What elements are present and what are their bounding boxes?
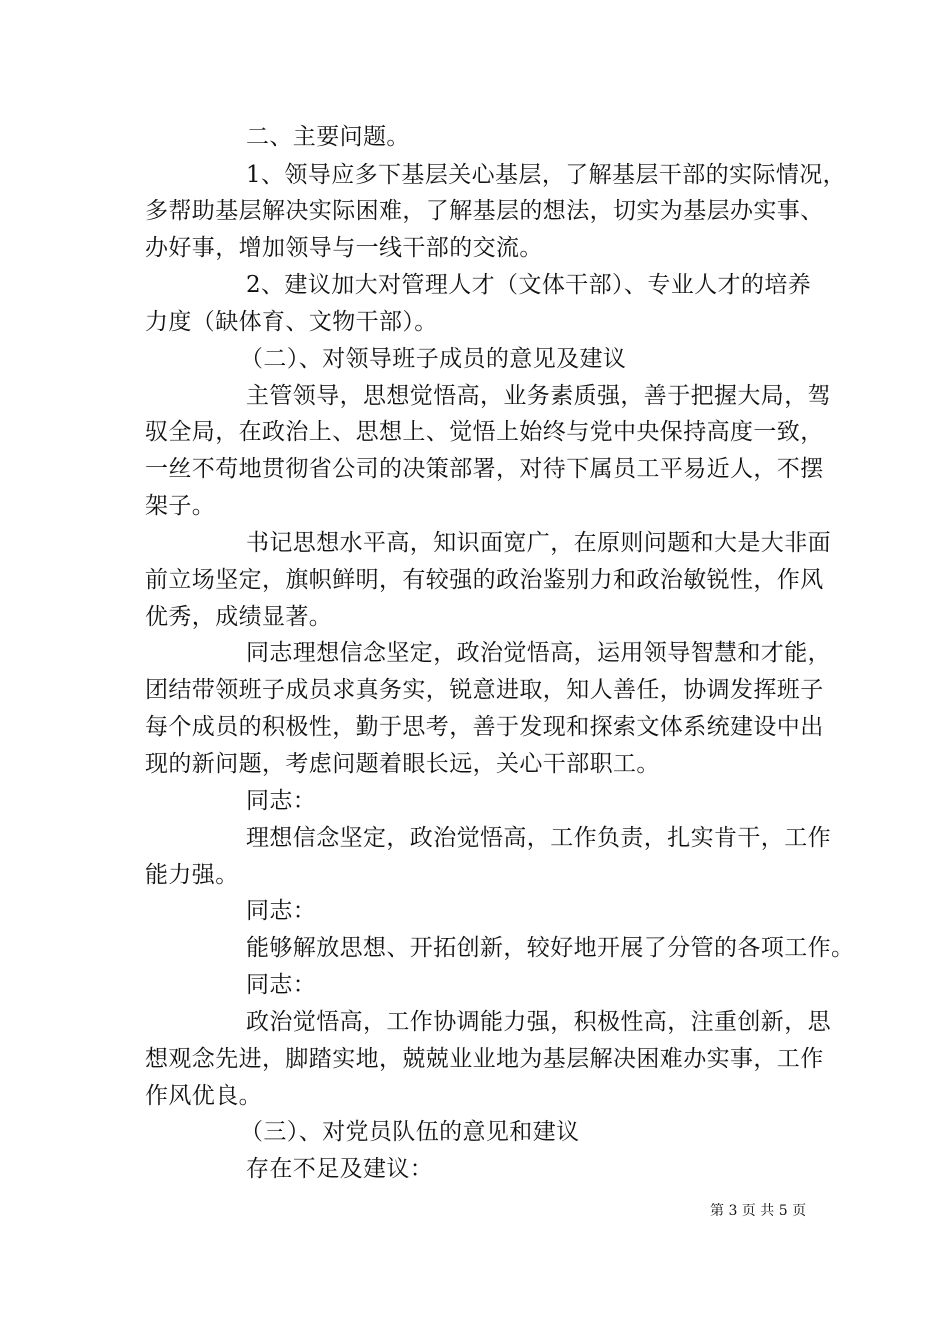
paragraph-line: 驭全局，在政治上、思想上、觉悟上始终与党中央保持高度一致， [145,419,824,445]
paragraph-line: 想观念先进，脚踏实地，兢兢业业地为基层解决困难办实事，工作 [145,1046,824,1072]
paragraph-line: 团结带领班子成员求真务实，锐意进取，知人善任，协调发挥班子 [145,677,824,703]
paragraph-line: 2、建议加大对管理人才（文体干部）、专业人才的培养 [246,272,812,298]
paragraph-line: 书记思想水平高，知识面宽广，在原则问题和大是大非面 [246,530,831,556]
paragraph-line: 作风优良。 [145,1083,262,1109]
comrade-label: 同志： [246,898,317,924]
paragraph-line: 能力强。 [145,862,239,888]
heading-main-problems: 二、主要问题。 [246,124,410,150]
paragraph-line: 优秀，成绩显著。 [145,604,333,630]
paragraph-line: 每个成员的积极性，勤于思考，善于发现和探索文体系统建设中出 [145,714,824,740]
section-heading-party-members: （三）、对党员队伍的意见和建议 [240,1119,580,1145]
paragraph-line: 办好事，增加领导与一线干部的交流。 [145,235,543,261]
paragraph-line: 现的新问题，考虑问题着眼长远，关心干部职工。 [145,751,660,777]
comrade-label: 同志： [246,972,317,998]
paragraph-line: 前立场坚定，旗帜鲜明，有较强的政治鉴别力和政治敏锐性，作风 [145,567,824,593]
paragraph-line: 架子。 [145,493,216,519]
section-heading-leadership: （二）、对领导班子成员的意见及建议 [240,346,627,372]
paragraph-line: 1、领导应多下基层关心基层，了解基层干部的实际情况， [246,162,847,188]
paragraph-line: 力度（缺体育、文物干部）。 [145,309,438,335]
paragraph-line: 理想信念坚定，政治觉悟高，工作负责，扎实肯干，工作 [246,825,831,851]
paragraph-line: 存在不足及建议： [246,1156,434,1182]
paragraph-line: 多帮助基层解决实际困难，了解基层的想法，切实为基层办实事、 [145,198,824,224]
paragraph-line: 主管领导，思想觉悟高，业务素质强，善于把握大局，驾 [246,383,831,409]
paragraph-line: 政治觉悟高，工作协调能力强，积极性高，注重创新，思 [246,1009,831,1035]
page-number-footer: 第 3 页 共 5 页 [710,1203,807,1219]
comrade-label: 同志： [246,788,317,814]
paragraph-line: 一丝不苟地贯彻省公司的决策部署，对待下属员工平易近人，不摆 [145,456,824,482]
paragraph-line: 同志理想信念坚定，政治觉悟高，运用领导智慧和才能， [246,640,831,666]
paragraph-line: 能够解放思想、开拓创新，较好地开展了分管的各项工作。 [246,935,855,961]
